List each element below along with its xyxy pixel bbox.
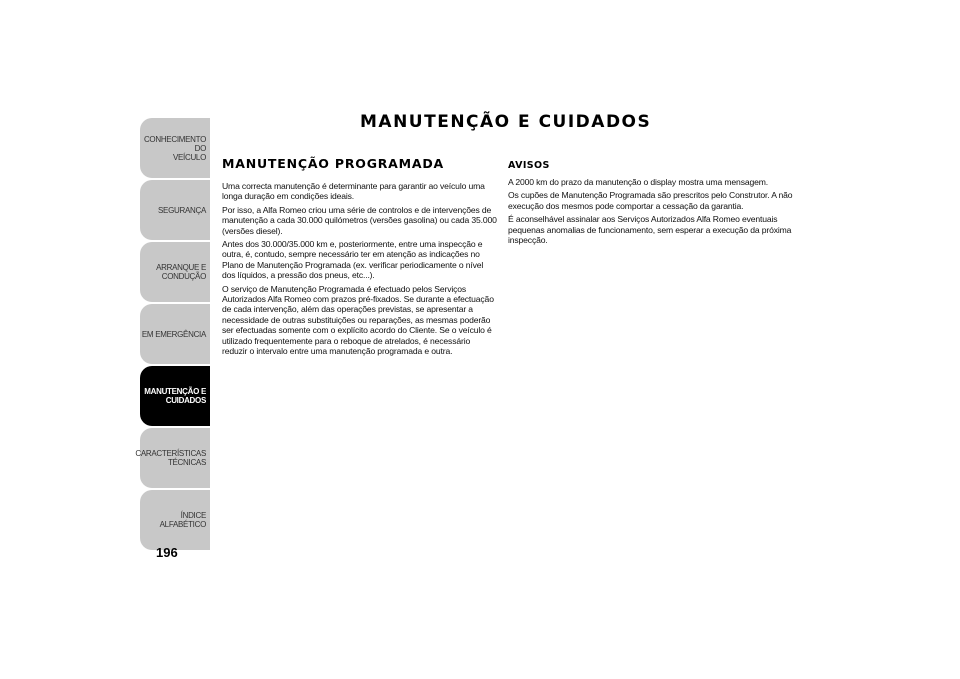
paragraph: O serviço de Manutenção Programada é efectuado pelos Serviços Autorizados Alfa Romeo com prazos pré-fixados. Se durante a efectuação de cada intervenção, além das operações previstas, se apresentar a necessidade de outras substituições ou reparações, as mesmas poderão ser efectuadas somente com o explícito acordo do Cliente. Se o veículo é utilizado frequentemente para o reboque de atrelados, é necessário reduzir o intervalo entre uma manutenção programada e outra. (222, 283, 494, 357)
section-heading: MANUTENÇÃO PROGRAMADA (222, 156, 445, 171)
tab-arranque-e-conducao[interactable] (140, 242, 210, 302)
tab-label: CARACTERÍSTICAS TÉCNICAS (135, 449, 206, 467)
chapter-tabs (135, 118, 210, 552)
tab-label: CONHECIMENTO DO VEÍCULO (143, 134, 206, 162)
paragraph: Os cupões de Manutenção Programada são prescritos pelo Construtor. A não execução dos mesmos pode comportar a cessação da garantia. (508, 190, 793, 211)
tab-label: ARRANQUE E CONDUÇÃO (156, 263, 206, 281)
maintenance-section (222, 156, 497, 360)
page-number: 196 (156, 545, 178, 560)
tab-label: MANUTENÇÃO E CUIDADOS (144, 387, 206, 405)
tab-label: SEGURANÇA (158, 205, 206, 215)
tab-conhecimento-do-veiculo[interactable] (140, 118, 210, 178)
paragraph: Antes dos 30.000/35.000 km e, posteriormente, entre uma inspecção e outra, é, contudo, sempre necessário ter em atenção as indicações no Plano de Manutenção Programada (ex. verificar periodicamente o nível dos líquidos, a pressão dos pneus, etc...). (222, 239, 484, 281)
warnings-section (508, 160, 798, 248)
warnings-heading: AVISOS (508, 160, 550, 171)
tab-em-emergencia[interactable] (140, 304, 210, 364)
paragraph: É aconselhável assinalar aos Serviços Autorizados Alfa Romeo eventuais pequenas anomalias de funcionamento, sem esperar a execução da próxima inspecção. (508, 214, 792, 246)
tab-indice-alfabetico[interactable] (140, 490, 210, 550)
paragraph: A 2000 km do prazo da manutenção o display mostra uma mensagem. (508, 177, 768, 187)
tab-seguranca[interactable] (140, 180, 210, 240)
tab-caracteristicas-tecnicas[interactable] (135, 428, 210, 488)
page-title: MANUTENÇÃO E CUIDADOS (360, 112, 652, 132)
tab-label: ÍNDICE ALFABÉTICO (159, 511, 206, 529)
tab-manutencao-e-cuidados[interactable] (140, 366, 210, 426)
paragraph: Uma correcta manutenção é determinante para garantir ao veículo uma longa duração em condições ideais. (222, 181, 485, 202)
tab-label: EM EMERGÊNCIA (141, 329, 206, 339)
paragraph: Por isso, a Alfa Romeo criou uma série de controlos e de intervenções de manutenção a cada 30.000 quilómetros (versões gasolina) ou cada 35.000 (versões diesel). (222, 204, 497, 236)
